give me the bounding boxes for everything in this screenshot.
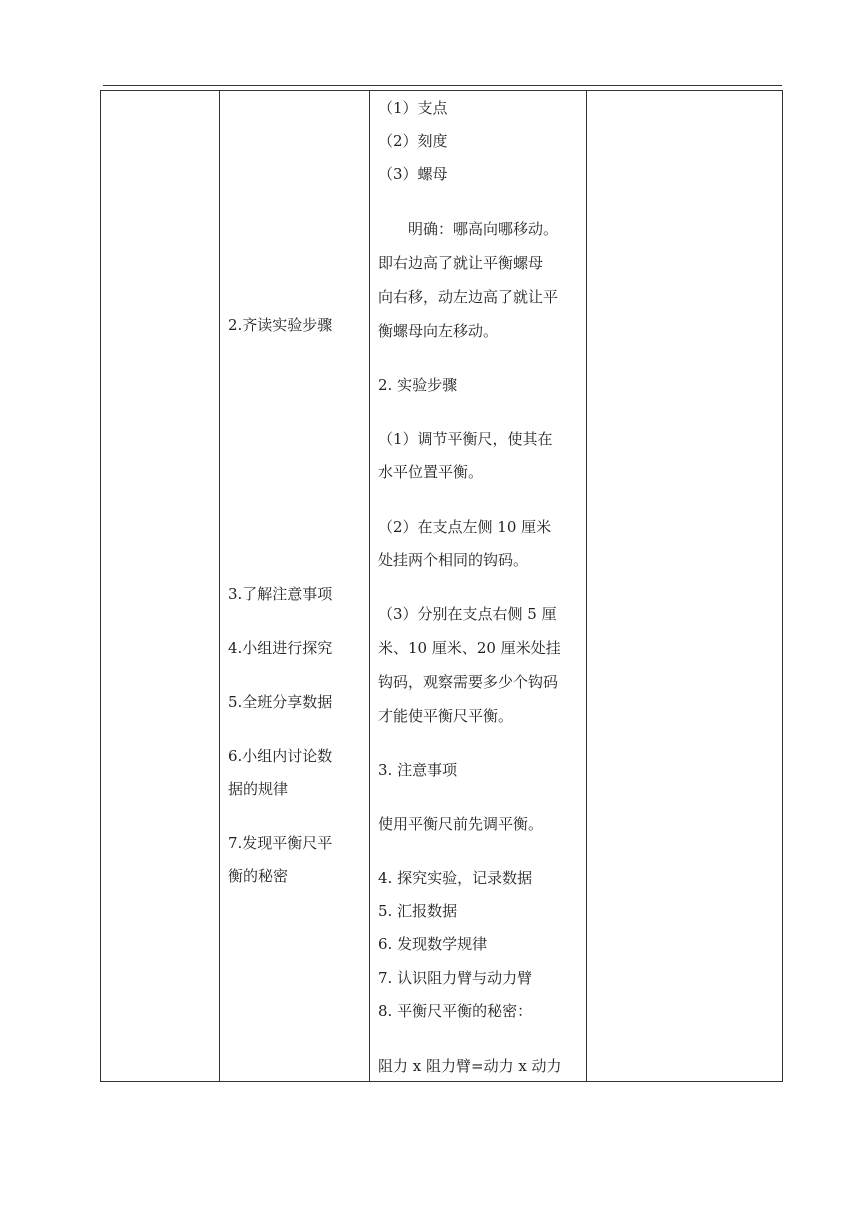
item-nut: （3）螺母 [378, 165, 448, 183]
clarify-line1: 明确：哪高向哪移动。 [408, 220, 559, 238]
header-rule [103, 85, 782, 86]
step3-line4: 才能使平衡尺平衡。 [378, 707, 514, 725]
student-step-7-line1: 7.发现平衡尺平 [228, 834, 333, 852]
notes-title: 3. 注意事项 [378, 761, 458, 779]
list-item-5: 5. 汇报数据 [378, 902, 458, 920]
column-divider [586, 90, 587, 1082]
list-item-7: 7. 认识阻力臂与动力臂 [378, 969, 533, 987]
step1-line2: 水平位置平衡。 [378, 463, 484, 481]
list-item-8: 8. 平衡尺平衡的秘密： [378, 1002, 533, 1020]
step2-line1: （2）在支点左侧 10 厘米 [378, 518, 552, 536]
column-divider [369, 90, 370, 1082]
student-step-6-line2: 据的规律 [228, 780, 289, 798]
step3-line3: 钩码，观察需要多少个钩码 [378, 673, 559, 691]
student-step-2: 2.齐读实验步骤 [228, 316, 333, 334]
step1-line1: （1）调节平衡尺，使其在 [378, 430, 553, 448]
balance-formula: 阻力 x 阻力臂=动力 x 动力 [378, 1057, 562, 1075]
step3-line1: （3）分别在支点右侧 5 厘 [378, 605, 557, 623]
student-step-6-line1: 6.小组内讨论数 [228, 747, 333, 765]
clarify-line2: 即右边高了就让平衡螺母 [378, 254, 544, 272]
step3-line2: 米、10 厘米、20 厘米处挂 [378, 639, 561, 657]
step2-line2: 处挂两个相同的钩码。 [378, 551, 529, 569]
item-scale: （2）刻度 [378, 132, 448, 150]
list-item-6: 6. 发现数学规律 [378, 935, 488, 953]
clarify-line4: 衡螺母向左移动。 [378, 322, 499, 340]
student-step-3: 3.了解注意事项 [228, 585, 333, 603]
item-fulcrum: （1）支点 [378, 99, 448, 117]
student-step-5: 5.全班分享数据 [228, 693, 333, 711]
steps-title: 2. 实验步骤 [378, 376, 458, 394]
list-item-4: 4. 探究实验，记录数据 [378, 869, 533, 887]
student-step-7-line2: 衡的秘密 [228, 867, 289, 885]
notes-text: 使用平衡尺前先调平衡。 [378, 815, 544, 833]
column-divider [219, 90, 220, 1082]
student-step-4: 4.小组进行探究 [228, 639, 333, 657]
clarify-line3: 向右移，动左边高了就让平 [378, 288, 559, 306]
